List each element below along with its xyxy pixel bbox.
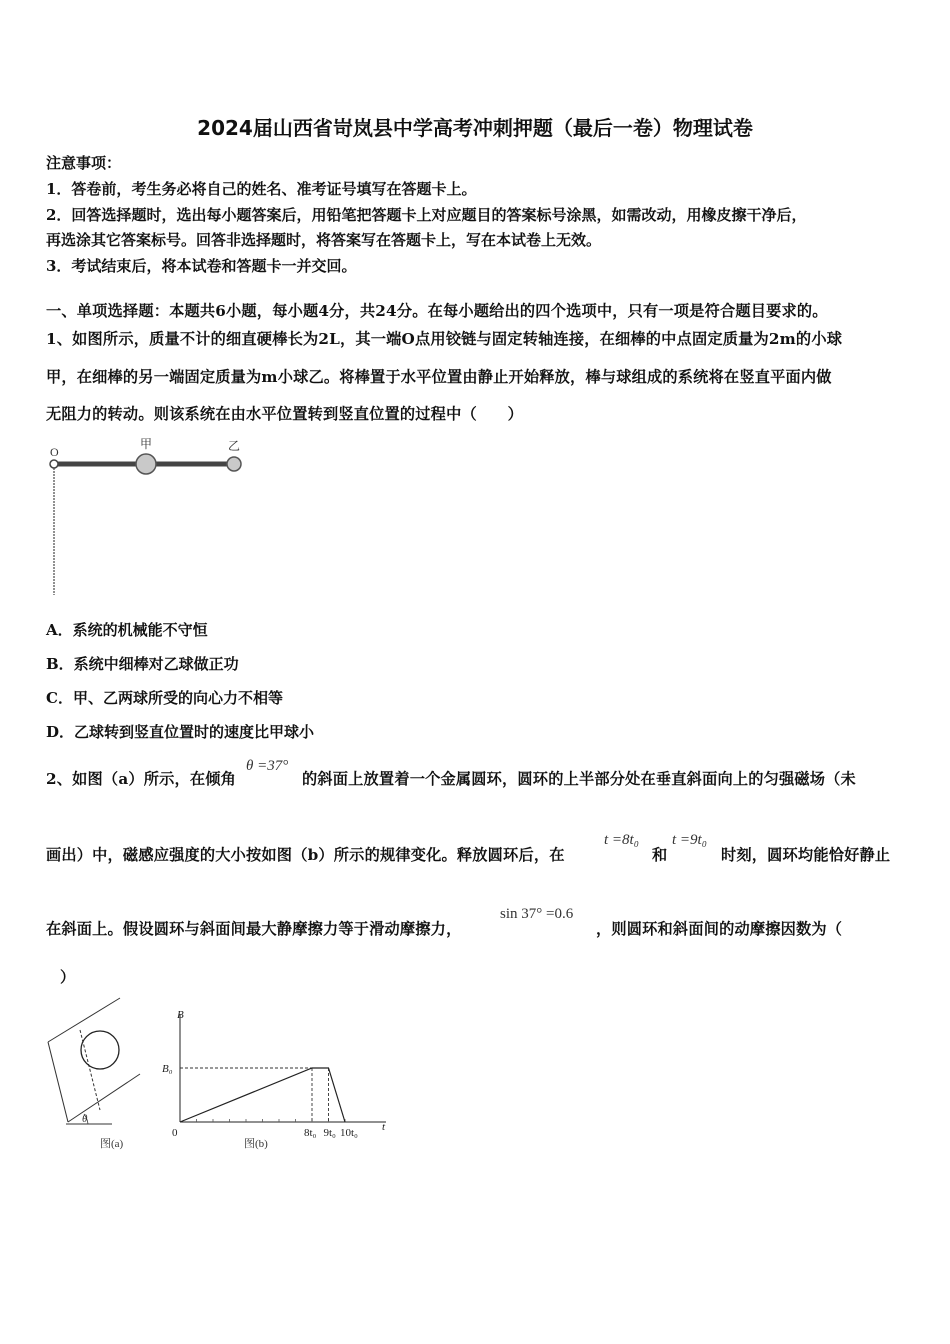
slope-top-edge [48,998,120,1042]
q2-line-3b: ，则圆环和斜面间的动摩擦因数为（ [596,920,843,938]
slope-surface [68,1074,140,1122]
notice-item-2-cont: 再选涂其它答案标号。回答非选择题时，将答案写在答题卡上，写在本试卷上无效。 [46,231,602,249]
fig-a-caption: 图(a) [100,1138,124,1150]
q1-line-1: 1、如图所示，质量不计的细直硬棒长为2L，其一端O点用铰链与固定转轴连接，在细棒的中点固定质量为2m的小球 [46,330,843,348]
page-title: 2024届山西省岢岚县中学高考冲刺押题（最后一卷）物理试卷 [197,116,753,140]
q2-line-2a: 画出）中，磁感应强度的大小按如图（b）所示的规律变化。释放圆环后，在 [46,846,565,864]
q1-option-a: A．系统的机械能不守恒 [46,621,208,639]
origin-label: 0 [172,1127,178,1139]
slope-left-edge [48,1042,68,1122]
q1-option-d: D．乙球转到竖直位置时的速度比甲球小 [46,723,315,741]
q1-option-c: C．甲、乙两球所受的向心力不相等 [46,689,283,707]
q2-angle-expr: θ =37° [246,758,289,774]
ball-b [227,457,241,471]
q1-option-b: B．系统中细棒对乙球做正功 [46,655,239,673]
q2-line-2b: 时刻，圆环均能恰好静止 [721,846,891,864]
notice-item-1: 1．答卷前，考生务必将自己的姓名、准考证号填写在答题卡上。 [46,180,477,198]
ball-a [136,454,156,474]
notice-heading: 注意事项： [46,154,122,172]
notice-item-3: 3．考试结束后，将本试卷和答题卡一并交回。 [46,257,357,275]
q1-line-3: 无阻力的转动。则该系统在由水平位置转到竖直位置的过程中（ ） [46,405,524,423]
q2-sin-expr: sin 37° =0.6 [500,906,574,922]
q2-line-3a: 在斜面上。假设圆环与斜面间最大静摩擦力等于滑动摩擦力， [46,920,462,938]
x-axis-label: t [382,1121,386,1133]
q2-figure-b [158,1002,393,1152]
q2-line-4: ） [60,968,76,986]
theta-label: θ [82,1113,88,1125]
pivot-circle [50,460,58,468]
b-series-line [180,1068,345,1122]
tick-9t0: 9t₀ [323,1127,336,1139]
q2-line-1a: 2、如图（a）所示，在倾角 [46,770,237,788]
notice-item-2: 2．回答选择题时，选出每小题答案后，用铅笔把答题卡上对应题目的答案标号涂黑，如需改动，用橡皮擦干净后， [46,206,807,224]
section-heading: 一、单项选择题：本题共6小题，每小题4分，共24分。在每小题给出的四个选项中，只有一项是符合题目要求的。 [46,302,828,320]
q2-and: 和 [652,846,668,864]
q2-t2-expr: t =9t₀ [672,832,707,848]
q1-line-2: 甲，在细棒的另一端固定质量为m小球乙。将棒置于水平位置由静止开始释放，棒与球组成的系统将在竖直平面内做 [46,368,832,386]
b0-tick-label: B₀ [162,1063,173,1075]
metal-ring [81,1031,119,1069]
tick-10t0: 10t₀ [340,1127,358,1139]
q2-line-1b: 的斜面上放置着一个金属圆环，圆环的上半部分处在垂直斜面向上的匀强磁场（未 [302,770,856,788]
ball-b-label: 乙 [228,439,241,453]
fig-b-caption: 图(b) [244,1138,268,1150]
ball-a-label: 甲 [140,437,153,451]
q1-figure [40,430,260,605]
tick-8t0: 8t₀ [304,1127,317,1139]
q2-t1-expr: t =8t₀ [604,832,639,848]
pivot-label: O [50,445,59,459]
q2-figure-a [40,992,160,1152]
y-axis-label: B [177,1009,184,1021]
